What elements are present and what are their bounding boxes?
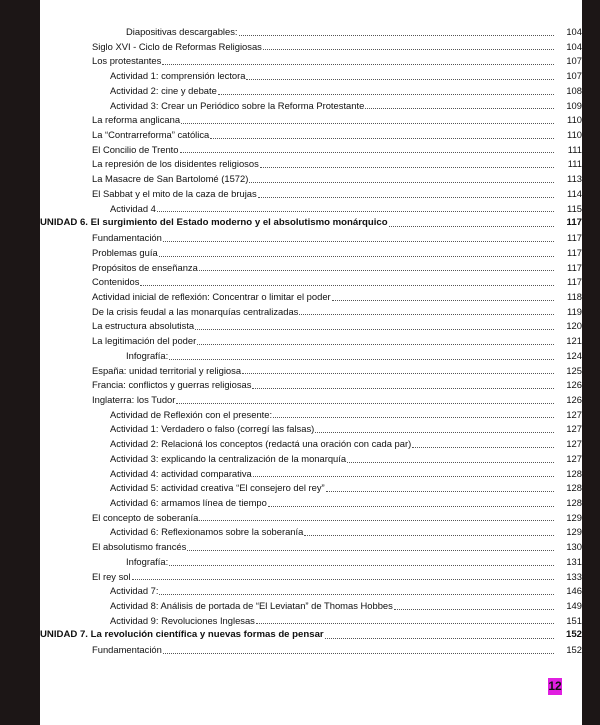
toc-entry[interactable] [40, 584, 582, 599]
toc-entry-title: Actividad 6: Reflexionamos sobre la soberanía [110, 526, 304, 538]
toc-entry[interactable] [40, 25, 582, 40]
toc-entry-title: Actividad 8: Análisis de portada de “El Leviatan” de Thomas Hobbes [110, 600, 393, 612]
toc-dot-leader [197, 344, 554, 345]
toc-entry-title: Infografía: [126, 349, 169, 361]
toc-entry-title: La estructura absolutista [92, 320, 195, 332]
toc-dot-leader [249, 182, 554, 183]
toc-entry-page: 111 [567, 158, 582, 170]
toc-unit-heading[interactable] [40, 628, 582, 643]
toc-entry-title: Actividad de Reflexión con el presente: [110, 408, 273, 420]
toc-entry[interactable] [40, 437, 582, 452]
toc-dot-leader [258, 197, 554, 198]
toc-entry-page: 126 [566, 379, 582, 391]
table-of-contents [40, 25, 582, 658]
toc-entry-title: Actividad 2: cine y debate [110, 84, 217, 96]
toc-dot-leader [218, 94, 554, 95]
toc-dot-leader [181, 123, 554, 124]
toc-entry[interactable] [40, 599, 582, 614]
toc-entry[interactable] [40, 84, 582, 99]
toc-dot-leader [332, 300, 554, 301]
toc-entry-page: 152 [566, 644, 582, 656]
toc-entry[interactable] [40, 99, 582, 114]
toc-entry-page: 108 [566, 84, 582, 96]
toc-entry[interactable] [40, 378, 582, 393]
toc-dot-leader [365, 108, 554, 109]
toc-dot-leader [242, 373, 554, 374]
toc-entry-page: 129 [566, 511, 582, 523]
toc-dot-leader [169, 359, 554, 360]
toc-entry-title: Contenidos [92, 276, 140, 288]
toc-entry-title: Actividad 1: comprensión lectora [110, 70, 246, 82]
toc-entry-title: El absolutismo francés [92, 541, 187, 553]
toc-dot-leader [159, 256, 554, 257]
toc-entry-page: 111 [567, 143, 582, 155]
toc-entry[interactable] [40, 69, 582, 84]
toc-entry-page: 131 [566, 555, 582, 567]
toc-entry-page: 113 [567, 173, 582, 185]
toc-dot-leader [394, 609, 554, 610]
toc-dot-leader [325, 638, 554, 639]
toc-entry-title: El Sabbat y el mito de la caza de brujas [92, 187, 257, 199]
toc-entry-page: 128 [566, 497, 582, 508]
toc-dot-leader [195, 329, 554, 330]
toc-entry[interactable] [40, 540, 582, 555]
toc-entry-title: Diapositivas descargables: [126, 26, 238, 37]
toc-entry-page: 104 [566, 26, 582, 37]
toc-entry-title: Actividad 2: Relacioná los conceptos (redactá una oración con cada par) [110, 438, 412, 450]
toc-entry-title: La represión de los disidentes religiosos [92, 158, 259, 170]
toc-dot-leader [169, 565, 554, 566]
toc-entry[interactable] [40, 246, 582, 261]
toc-entry-page: 117 [566, 217, 582, 229]
document-page [40, 0, 582, 725]
toc-entry-page: 129 [566, 526, 582, 538]
toc-entry-page: 151 [566, 614, 582, 626]
toc-entry-title: Inglaterra: los Tudor [92, 393, 176, 405]
toc-entry[interactable] [40, 157, 582, 172]
toc-dot-leader [256, 623, 554, 624]
toc-entry-page: 128 [566, 467, 582, 479]
toc-dot-leader [326, 491, 554, 492]
toc-dot-leader [239, 35, 554, 36]
toc-dot-leader [210, 138, 554, 139]
toc-dot-leader [315, 432, 554, 433]
toc-entry-title: La reforma anglicana [92, 114, 181, 126]
toc-dot-leader [199, 270, 554, 271]
toc-dot-leader [140, 285, 554, 286]
toc-entry-title: Los protestantes [92, 55, 162, 67]
toc-entry-page: 104 [566, 40, 582, 52]
toc-dot-leader [347, 462, 554, 463]
toc-entry-title: La legitimación del poder [92, 335, 197, 347]
toc-entry-title: Fundamentación [92, 644, 162, 656]
toc-entry[interactable] [40, 334, 582, 349]
toc-entry-page: 109 [566, 99, 582, 111]
toc-entry-page: 128 [566, 482, 582, 494]
toc-dot-leader [263, 49, 554, 50]
toc-entry-title: Actividad 3: Crear un Periódico sobre la Reforma Protestante [110, 99, 365, 111]
toc-entry[interactable] [40, 393, 582, 408]
toc-entry-page: 127 [566, 438, 582, 450]
toc-dot-leader [180, 152, 554, 153]
toc-entry-title: La Masacre de San Bartolomé (1572) [92, 173, 249, 185]
toc-entry-title: Actividad 9: Revoluciones Inglesas [110, 614, 255, 626]
toc-entry-title: UNIDAD 7. La revolución científica y nuevas formas de pensar [40, 629, 324, 641]
toc-entry[interactable] [40, 496, 582, 511]
toc-entry-page: 127 [566, 408, 582, 420]
toc-entry[interactable] [40, 113, 582, 128]
toc-entry-title: El Concilio de Trento [92, 143, 179, 155]
toc-entry-title: Actividad 4 [110, 202, 156, 214]
toc-entry-title: El rey sol [92, 570, 131, 582]
toc-entry-title: UNIDAD 6. El surgimiento del Estado moderno y el absolutismo monárquico [40, 217, 388, 229]
toc-entry[interactable] [40, 143, 582, 158]
toc-entry-page: 110 [567, 129, 582, 141]
toc-entry-page: 130 [566, 541, 582, 553]
toc-entry-title: Actividad 4: actividad comparativa [110, 467, 252, 479]
toc-entry-page: 110 [567, 114, 582, 126]
toc-entry[interactable] [40, 481, 582, 496]
toc-entry[interactable] [40, 261, 582, 276]
toc-dot-leader [176, 403, 554, 404]
toc-entry[interactable] [40, 187, 582, 202]
toc-entry-page: 127 [566, 423, 582, 435]
toc-dot-leader [163, 241, 554, 242]
toc-entry-page: 114 [567, 187, 582, 199]
toc-entry-title: Siglo XVI - Ciclo de Reformas Religiosas [92, 40, 262, 52]
toc-entry[interactable] [40, 172, 582, 187]
toc-dot-leader [273, 417, 554, 418]
toc-entry-title: Actividad 6: armamos línea de tiempo [110, 497, 267, 508]
toc-dot-leader [163, 653, 554, 654]
toc-dot-leader [157, 211, 554, 212]
toc-entry-page: 118 [567, 290, 582, 302]
toc-entry[interactable] [40, 643, 582, 658]
toc-entry-page: 107 [566, 55, 582, 67]
toc-entry[interactable] [40, 54, 582, 69]
toc-dot-leader [162, 64, 554, 65]
toc-entry[interactable] [40, 40, 582, 55]
toc-entry-title: España: unidad territorial y religiosa [92, 364, 242, 376]
toc-entry[interactable] [40, 422, 582, 437]
toc-entry-title: Actividad 3: explicando la centralización de la monarquía [110, 452, 347, 464]
toc-dot-leader [253, 476, 554, 477]
toc-dot-leader [412, 447, 554, 448]
toc-entry-title: Actividad 1: Verdadero o falso (corregí las falsas) [110, 423, 315, 435]
toc-entry-page: 115 [567, 202, 582, 214]
toc-entry[interactable] [40, 467, 582, 482]
toc-dot-leader [299, 314, 554, 315]
toc-entry-title: Problemas guía [92, 246, 158, 258]
toc-entry[interactable] [40, 202, 582, 217]
toc-entry[interactable] [40, 525, 582, 540]
toc-entry-page: 119 [567, 305, 582, 317]
toc-entry-title: Francia: conflictos y guerras religiosas [92, 379, 252, 391]
toc-dot-leader [246, 79, 554, 80]
toc-entry[interactable] [40, 364, 582, 379]
toc-entry[interactable] [40, 452, 582, 467]
toc-entry-page: 117 [567, 276, 582, 288]
toc-dot-leader [187, 550, 554, 551]
toc-entry-page: 120 [566, 320, 582, 332]
toc-entry[interactable] [40, 614, 582, 629]
toc-entry-page: 117 [567, 232, 582, 244]
toc-entry-title: Actividad inicial de reflexión: Concentrar o limitar el poder [92, 290, 331, 302]
toc-entry[interactable] [40, 349, 582, 364]
toc-entry-title: De la crisis feudal a las monarquías centralizadas [92, 305, 299, 317]
toc-entry[interactable] [40, 408, 582, 423]
toc-entry-page: 146 [566, 585, 582, 597]
toc-dot-leader [268, 506, 554, 507]
toc-entry-title: Propósitos de enseñanza [92, 261, 198, 273]
toc-entry[interactable] [40, 511, 582, 526]
toc-entry[interactable] [40, 319, 582, 334]
toc-entry-page: 125 [566, 364, 582, 376]
toc-entry-page: 149 [566, 600, 582, 612]
toc-entry-title: Actividad 5: actividad creativa “El consejero del rey” [110, 482, 325, 494]
toc-dot-leader [159, 594, 554, 595]
page-number-badge: 12 [548, 679, 562, 693]
toc-dot-leader [132, 579, 554, 580]
toc-entry-title: Fundamentación [92, 232, 162, 244]
toc-entry-title: El concepto de soberanía [92, 511, 199, 523]
toc-dot-leader [252, 388, 554, 389]
toc-entry-page: 117 [567, 246, 582, 258]
toc-entry-title: Actividad 7: [110, 585, 159, 597]
toc-entry-page: 133 [566, 570, 582, 582]
toc-entry[interactable] [40, 555, 582, 570]
toc-unit-heading[interactable] [40, 216, 582, 231]
toc-dot-leader [199, 520, 554, 521]
toc-entry[interactable] [40, 305, 582, 320]
toc-dot-leader [260, 167, 554, 168]
toc-entry-page: 126 [566, 393, 582, 405]
toc-entry[interactable] [40, 231, 582, 246]
toc-entry-page: 127 [566, 452, 582, 464]
toc-entry-title: La “Contrarreforma” católica [92, 129, 210, 141]
toc-entry-page: 152 [565, 629, 582, 641]
toc-entry-page: 117 [567, 261, 582, 273]
toc-entry-title: Infografía: [126, 555, 169, 567]
toc-entry-page: 107 [566, 70, 582, 82]
toc-entry[interactable] [40, 275, 582, 290]
toc-entry-page: 124 [566, 349, 582, 361]
toc-entry[interactable] [40, 128, 582, 143]
toc-entry-page: 121 [566, 335, 582, 347]
toc-entry[interactable] [40, 290, 582, 305]
toc-dot-leader [304, 535, 554, 536]
toc-dot-leader [389, 226, 554, 227]
toc-entry[interactable] [40, 570, 582, 585]
